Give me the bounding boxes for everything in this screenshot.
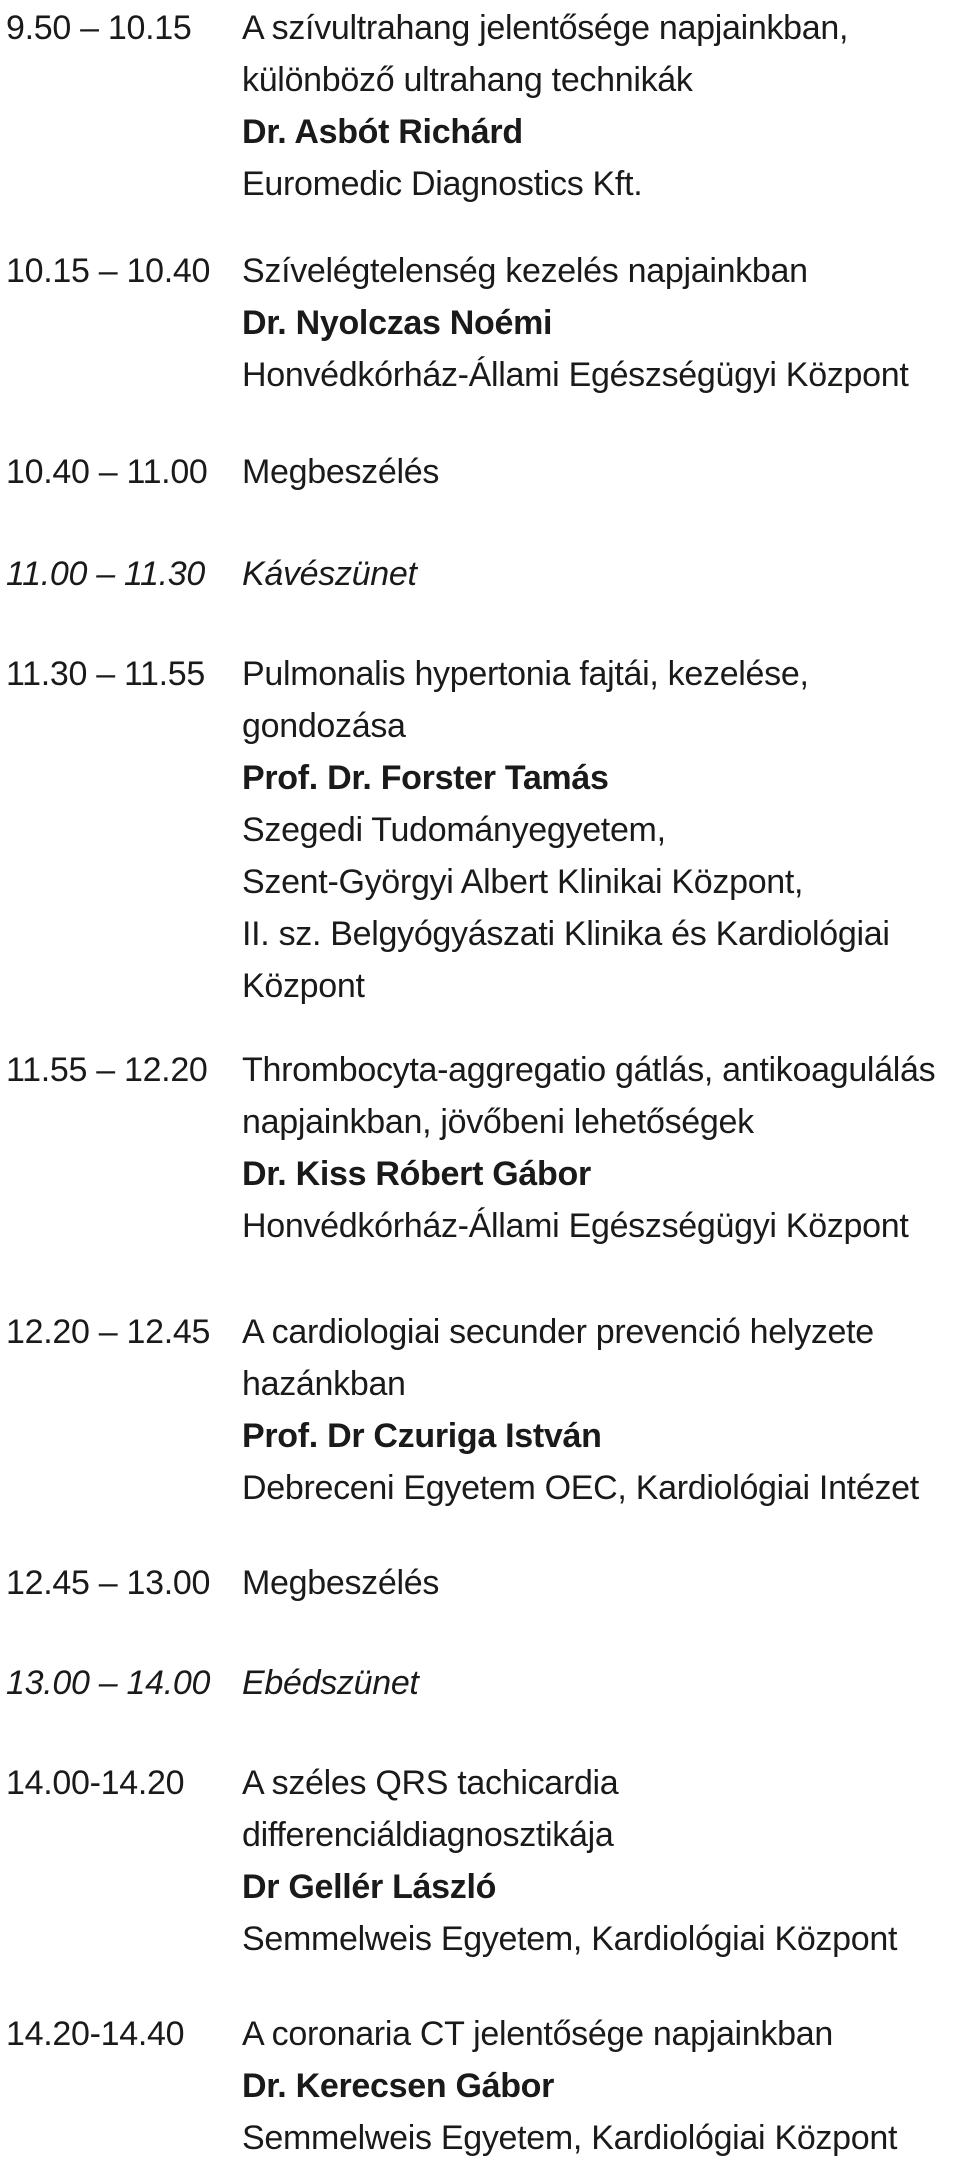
session-time: 12.45 – 13.00 xyxy=(6,1564,211,1602)
session-time: 10.40 – 11.00 xyxy=(6,453,208,491)
speaker-name: Dr Gellér László xyxy=(242,1868,497,1906)
session-title: Ebédszünet xyxy=(242,1664,419,1702)
speaker-affiliation: Központ xyxy=(242,967,365,1005)
session-time: 11.00 – 11.30 xyxy=(6,555,206,593)
session-title: A széles QRS tachicardia xyxy=(242,1764,619,1802)
session-title: Szívelégtelenség kezelés napjainkban xyxy=(242,252,808,290)
session-title: hazánkban xyxy=(242,1365,406,1403)
session-content xyxy=(242,1757,958,1965)
session-time: 14.00-14.20 xyxy=(6,1764,185,1802)
session-title: különböző ultrahang technikák xyxy=(242,61,693,99)
speaker-affiliation: Honvédkórház-Állami Egészségügyi Központ xyxy=(242,356,909,394)
speaker-affiliation: Honvédkórház-Állami Egészségügyi Központ xyxy=(242,1207,909,1245)
session-title: napjainkban, jövőbeni lehetőségek xyxy=(242,1103,754,1141)
speaker-affiliation: Szent-Györgyi Albert Klinikai Központ, xyxy=(242,863,804,901)
speaker-name: Dr. Nyolczas Noémi xyxy=(242,304,553,342)
speaker-affiliation: Debreceni Egyetem OEC, Kardiológiai Intézet xyxy=(242,1469,919,1507)
session-title: Thrombocyta-aggregatio gátlás, antikoagulálás xyxy=(242,1051,936,1089)
session-title: Megbeszélés xyxy=(242,1564,440,1602)
speaker-affiliation: Szegedi Tudományegyetem, xyxy=(242,811,666,849)
session-content xyxy=(242,2008,958,2164)
session-time: 10.15 – 10.40 xyxy=(6,252,211,290)
session-title: Megbeszélés xyxy=(242,453,440,491)
session-content xyxy=(242,1044,958,1252)
session-title: A coronaria CT jelentősége napjainkban xyxy=(242,2015,833,2053)
speaker-name: Dr. Kiss Róbert Gábor xyxy=(242,1155,591,1193)
speaker-name: Dr. Asbót Richárd xyxy=(242,113,523,151)
session-content xyxy=(242,446,958,498)
speaker-affiliation: Semmelweis Egyetem, Kardiológiai Központ xyxy=(242,2119,898,2157)
speaker-affiliation: Euromedic Diagnostics Kft. xyxy=(242,165,643,203)
speaker-name: Prof. Dr Czuriga István xyxy=(242,1417,602,1455)
session-content xyxy=(242,1657,958,1709)
speaker-affiliation: II. sz. Belgyógyászati Klinika és Kardiológiai xyxy=(242,915,890,953)
session-title: Pulmonalis hypertonia fajtái, kezelése, xyxy=(242,655,809,693)
speaker-name: Dr. Kerecsen Gábor xyxy=(242,2067,555,2105)
speaker-affiliation: Semmelweis Egyetem, Kardiológiai Központ xyxy=(242,1920,898,1958)
session-title: Kávészünet xyxy=(242,555,417,593)
session-title: gondozása xyxy=(242,707,406,745)
session-content xyxy=(242,2,958,210)
session-time: 13.00 – 14.00 xyxy=(6,1664,211,1702)
session-content xyxy=(242,548,958,600)
session-content xyxy=(242,648,958,1012)
session-time: 11.30 – 11.55 xyxy=(6,655,206,693)
session-title: A szívultrahang jelentősége napjainkban, xyxy=(242,9,849,47)
session-time: 11.55 – 12.20 xyxy=(6,1051,208,1089)
session-content xyxy=(242,1557,958,1609)
session-time: 14.20-14.40 xyxy=(6,2015,185,2053)
session-title: A cardiologiai secunder prevenció helyzete xyxy=(242,1313,874,1351)
session-content xyxy=(242,245,958,401)
session-title: differenciáldiagnosztikája xyxy=(242,1816,614,1854)
session-content xyxy=(242,1306,958,1514)
speaker-name: Prof. Dr. Forster Tamás xyxy=(242,759,609,797)
session-time: 12.20 – 12.45 xyxy=(6,1313,211,1351)
session-time: 9.50 – 10.15 xyxy=(6,9,192,47)
